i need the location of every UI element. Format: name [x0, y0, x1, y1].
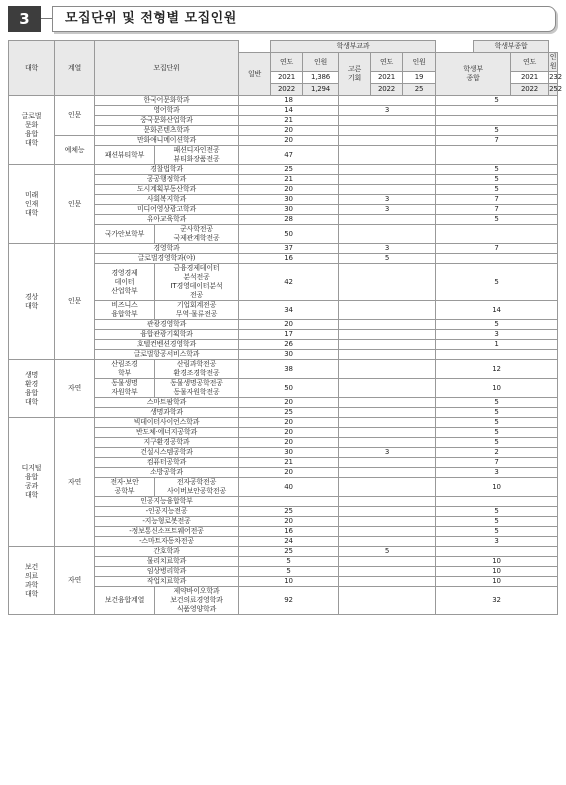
unit-major: 군사학전공 국제관계학전공 — [155, 225, 239, 244]
col-head-univ: 대학 — [9, 41, 55, 96]
jonghap-count: 5 — [436, 398, 558, 408]
section-title-bar — [52, 6, 556, 32]
general-count: 30 — [239, 448, 339, 458]
admission-table — [8, 40, 562, 615]
unit-name: 패션뷰티학부 — [95, 146, 155, 165]
head-count-c: 인원 — [549, 53, 557, 70]
gogi-count — [339, 438, 436, 448]
jonghap-count: 5 — [436, 264, 558, 301]
general-count: 38 — [239, 360, 339, 379]
general-count: 21 — [239, 116, 339, 126]
jonghap-count: 5 — [436, 320, 558, 330]
jonghap-count — [436, 350, 558, 360]
gogi-count: 3 — [339, 244, 436, 254]
jonghap-count: 7 — [436, 458, 558, 468]
general-count: 28 — [239, 215, 339, 225]
jonghap-count: 10 — [436, 478, 558, 497]
jonghap-count: 5 — [436, 517, 558, 527]
group-head-a: 학생부교과 — [271, 41, 436, 53]
college-name: 보건 의료 과학 대학 — [9, 547, 55, 615]
jonghap-count: 7 — [436, 195, 558, 205]
jonghap-count: 7 — [436, 205, 558, 215]
gogi-count — [339, 468, 436, 478]
general-count: 25 — [239, 165, 339, 175]
year-2022-a: 2022 — [271, 84, 303, 96]
gogi-count — [339, 587, 436, 615]
sub-head-gogi: 고른 기회 — [339, 53, 371, 96]
unit-name: -인공지능전공 — [95, 507, 239, 517]
general-count: 20 — [239, 126, 339, 136]
count-2022-c: 252 — [549, 84, 558, 96]
general-count: 40 — [239, 478, 339, 497]
general-count: 10 — [239, 577, 339, 587]
gogi-count — [339, 428, 436, 438]
gogi-count — [339, 517, 436, 527]
unit-name: 생명과학과 — [95, 408, 239, 418]
general-count: 20 — [239, 185, 339, 195]
unit-name: 지구환경공학과 — [95, 438, 239, 448]
general-count: 20 — [239, 468, 339, 478]
unit-major: 산림과학전공 환경조경학전공 — [155, 360, 239, 379]
unit-name: 작업치료학과 — [95, 577, 239, 587]
jonghap-count: 5 — [436, 215, 558, 225]
year-2022-b: 2022 — [371, 84, 403, 96]
general-count: 37 — [239, 244, 339, 254]
jonghap-count — [436, 547, 558, 557]
general-count: 30 — [239, 205, 339, 215]
unit-name: 미디어영상광고학과 — [95, 205, 239, 215]
general-count: 20 — [239, 517, 339, 527]
college-name: 디지털 융합 공과 대학 — [9, 418, 55, 547]
jonghap-count: 10 — [436, 567, 558, 577]
unit-name: 전자·보안 공학부 — [95, 478, 155, 497]
unit-name: 글로벌경영학과(야) — [95, 254, 239, 264]
jonghap-count: 5 — [436, 185, 558, 195]
year-2021-a: 2021 — [271, 72, 303, 84]
jonghap-count — [436, 146, 558, 165]
unit-name: 글로벌항공서비스학과 — [95, 350, 239, 360]
gogi-count: 3 — [339, 205, 436, 215]
general-count: 30 — [239, 195, 339, 205]
general-count: 26 — [239, 340, 339, 350]
gogi-count — [339, 408, 436, 418]
gogi-count — [339, 527, 436, 537]
unit-name: 보건융합계열 — [95, 587, 155, 615]
gogi-count — [339, 136, 436, 146]
head-count-a: 인원 — [303, 53, 339, 72]
unit-name: 유아교육학과 — [95, 215, 239, 225]
jonghap-count: 5 — [436, 96, 558, 106]
head-year-b: 연도 — [371, 53, 403, 72]
gogi-count: 3 — [339, 448, 436, 458]
unit-name: 간호학과 — [95, 547, 239, 557]
col-head-unit: 모집단위 — [95, 41, 239, 96]
gogi-count — [339, 497, 436, 507]
general-count: 20 — [239, 398, 339, 408]
gogi-count — [339, 379, 436, 398]
field-name: 자연 — [55, 418, 95, 547]
general-count: 16 — [239, 527, 339, 537]
table-body — [9, 96, 558, 615]
gogi-count — [339, 340, 436, 350]
jonghap-count — [436, 106, 558, 116]
general-count: 20 — [239, 136, 339, 146]
general-count: 47 — [239, 146, 339, 165]
jonghap-count: 2 — [436, 448, 558, 458]
jonghap-count — [436, 254, 558, 264]
gogi-count — [339, 215, 436, 225]
gogi-count — [339, 116, 436, 126]
sub-head-jonghap: 학생부 종합 — [436, 53, 511, 96]
general-count: 16 — [239, 254, 339, 264]
gogi-count — [339, 146, 436, 165]
col-head-field: 계열 — [55, 41, 95, 96]
gogi-count — [339, 185, 436, 195]
general-count: 25 — [239, 408, 339, 418]
unit-name: 문화콘텐츠학과 — [95, 126, 239, 136]
jonghap-count: 12 — [436, 360, 558, 379]
gogi-count — [339, 175, 436, 185]
field-name: 자연 — [55, 547, 95, 615]
jonghap-count: 3 — [436, 330, 558, 340]
field-name: 예체능 — [55, 136, 95, 165]
gogi-count — [339, 557, 436, 567]
unit-name: 경영학과 — [95, 244, 239, 254]
table-row — [9, 244, 558, 254]
general-count: 18 — [239, 96, 339, 106]
unit-name: 경찰법학과 — [95, 165, 239, 175]
unit-name: 영어학과 — [95, 106, 239, 116]
general-count: 21 — [239, 175, 339, 185]
jonghap-count — [436, 116, 558, 126]
jonghap-count: 32 — [436, 587, 558, 615]
head-year-a: 연도 — [271, 53, 303, 72]
jonghap-count: 5 — [436, 507, 558, 517]
jonghap-count — [436, 225, 558, 244]
gogi-count — [339, 96, 436, 106]
table-row — [9, 96, 558, 106]
head-count-b: 인원 — [403, 53, 436, 72]
jonghap-count: 14 — [436, 301, 558, 320]
unit-name: 빅데이터사이언스학과 — [95, 418, 239, 428]
section-number: 3 — [8, 6, 41, 32]
group-head-b: 학생부종합 — [474, 41, 549, 53]
general-count: 21 — [239, 458, 339, 468]
gogi-count: 3 — [339, 195, 436, 205]
general-count: 20 — [239, 438, 339, 448]
general-count: 25 — [239, 547, 339, 557]
unit-name: 인공지능융합학부 — [95, 497, 239, 507]
unit-name: 스마트팜학과 — [95, 398, 239, 408]
jonghap-count: 7 — [436, 244, 558, 254]
gogi-count — [339, 126, 436, 136]
general-count: 17 — [239, 330, 339, 340]
count-2021-b: 19 — [403, 72, 436, 84]
unit-major: 동물생명공학전공 동물자원학전공 — [155, 379, 239, 398]
unit-name: 사회복지학과 — [95, 195, 239, 205]
header-connector — [41, 18, 52, 19]
general-count: 34 — [239, 301, 339, 320]
section-title: 모집단위 및 전형별 모집인원 — [65, 11, 237, 26]
year-2021-c: 2021 — [511, 72, 549, 84]
general-count: 50 — [239, 379, 339, 398]
jonghap-count: 5 — [436, 428, 558, 438]
jonghap-count: 5 — [436, 408, 558, 418]
unit-name: 공공행정학과 — [95, 175, 239, 185]
gogi-count — [339, 350, 436, 360]
unit-name: 중국문화산업학과 — [95, 116, 239, 126]
unit-major: 제약바이오학과 보건의료경영학과 식품영양학과 — [155, 587, 239, 615]
jonghap-count: 5 — [436, 165, 558, 175]
college-name: 글로벌 문화 융합 대학 — [9, 96, 55, 165]
unit-name: 한국어문화학과 — [95, 96, 239, 106]
jonghap-count: 10 — [436, 557, 558, 567]
jonghap-count: 5 — [436, 438, 558, 448]
jonghap-count: 1 — [436, 340, 558, 350]
year-2021-b: 2021 — [371, 72, 403, 84]
table-row — [9, 136, 558, 146]
jonghap-count: 10 — [436, 379, 558, 398]
gogi-count — [339, 577, 436, 587]
general-count: 14 — [239, 106, 339, 116]
unit-name: 관광경영학과 — [95, 320, 239, 330]
unit-name: 반도체·에너지공학과 — [95, 428, 239, 438]
gogi-count — [339, 225, 436, 244]
table-row — [9, 360, 558, 379]
jonghap-count: 5 — [436, 418, 558, 428]
unit-name: 물리치료학과 — [95, 557, 239, 567]
general-count: 5 — [239, 557, 339, 567]
general-count: 20 — [239, 320, 339, 330]
jonghap-count: 3 — [436, 468, 558, 478]
head-year-c: 연도 — [511, 53, 549, 72]
gogi-count — [339, 567, 436, 577]
general-count: 24 — [239, 537, 339, 547]
jonghap-count: 5 — [436, 175, 558, 185]
count-2022-a: 1,294 — [303, 84, 339, 96]
general-count: 5 — [239, 567, 339, 577]
college-name: 경상 대학 — [9, 244, 55, 360]
gogi-count — [339, 330, 436, 340]
count-2021-c: 232 — [549, 72, 558, 84]
unit-name: 융합관광기획학과 — [95, 330, 239, 340]
unit-major: 전자공학전공 사이버보안공학전공 — [155, 478, 239, 497]
jonghap-count: 3 — [436, 537, 558, 547]
count-2022-b: 25 — [403, 84, 436, 96]
unit-name: -정보통신소프트웨어전공 — [95, 527, 239, 537]
gogi-count — [339, 320, 436, 330]
jonghap-count: 7 — [436, 136, 558, 146]
unit-name: 건설시스템공학과 — [95, 448, 239, 458]
unit-name: 만화애니메이션학과 — [95, 136, 239, 146]
sub-head-general: 일반 — [239, 53, 271, 96]
college-name: 미래 인재 대학 — [9, 165, 55, 244]
gogi-count: 3 — [339, 106, 436, 116]
gogi-count: 5 — [339, 254, 436, 264]
general-count: 20 — [239, 418, 339, 428]
unit-name: 임상병리학과 — [95, 567, 239, 577]
jonghap-count: 5 — [436, 527, 558, 537]
gogi-count — [339, 360, 436, 379]
college-name: 생명 환경 융합 대학 — [9, 360, 55, 418]
table-row — [9, 547, 558, 557]
gogi-count — [339, 301, 436, 320]
jonghap-count — [436, 497, 558, 507]
field-name: 자연 — [55, 360, 95, 418]
general-count: 25 — [239, 507, 339, 517]
table-row — [9, 418, 558, 428]
gogi-count — [339, 507, 436, 517]
unit-major: 기업회계전공 무역·물류전공 — [155, 301, 239, 320]
general-count: 20 — [239, 428, 339, 438]
unit-name: -지능형로봇전공 — [95, 517, 239, 527]
year-2022-c: 2022 — [511, 84, 549, 96]
unit-major: 금융경제데이터 분석전공 IT경영데이터분석 전공 — [155, 264, 239, 301]
unit-name: 경영경제 데이터 산업학부 — [95, 264, 155, 301]
gogi-count — [339, 537, 436, 547]
field-name: 인문 — [55, 244, 95, 360]
unit-name: 동물생명 자원학부 — [95, 379, 155, 398]
unit-major: 패션디자인전공 뷰티화장품전공 — [155, 146, 239, 165]
unit-name: 국가안보학부 — [95, 225, 155, 244]
general-count: 92 — [239, 587, 339, 615]
field-name: 인문 — [55, 96, 95, 136]
general-count — [239, 497, 339, 507]
general-count: 30 — [239, 350, 339, 360]
gogi-count — [339, 458, 436, 468]
unit-name: 호텔컨벤션경영학과 — [95, 340, 239, 350]
table-row — [9, 165, 558, 175]
count-2021-a: 1,386 — [303, 72, 339, 84]
unit-name: 컴퓨터공학과 — [95, 458, 239, 468]
unit-name: 소방공학과 — [95, 468, 239, 478]
jonghap-count: 5 — [436, 126, 558, 136]
gogi-count — [339, 418, 436, 428]
general-count: 50 — [239, 225, 339, 244]
gogi-count — [339, 165, 436, 175]
general-count: 42 — [239, 264, 339, 301]
gogi-count — [339, 398, 436, 408]
unit-name: 산림조경 학부 — [95, 360, 155, 379]
unit-name: -스마트자동차전공 — [95, 537, 239, 547]
field-name: 인문 — [55, 165, 95, 244]
gogi-count — [339, 264, 436, 301]
unit-name: 비즈니스 융합학부 — [95, 301, 155, 320]
unit-name: 도시계획부동산학과 — [95, 185, 239, 195]
gogi-count: 5 — [339, 547, 436, 557]
section-header — [8, 6, 556, 32]
jonghap-count: 10 — [436, 577, 558, 587]
gogi-count — [339, 478, 436, 497]
